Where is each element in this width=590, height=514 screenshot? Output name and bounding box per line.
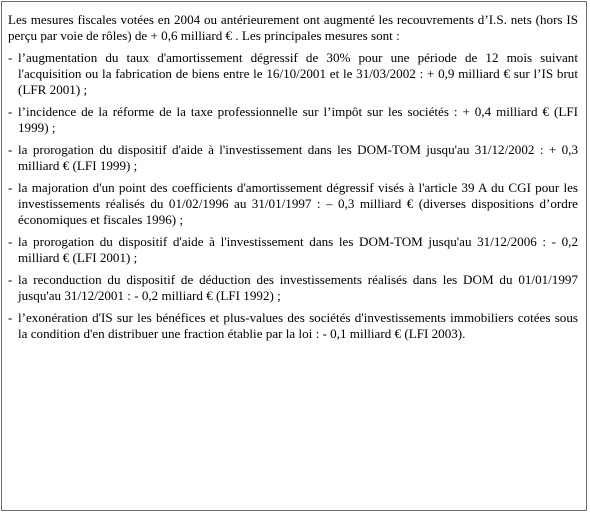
bullet-dash: - bbox=[8, 50, 13, 65]
list-item-text: l’incidence de la réforme de la taxe professionnelle sur l’impôt sur les sociétés : + 0,4 milliard € (LFI 1999) ; bbox=[18, 104, 578, 135]
list-item-text: la prorogation du dispositif d'aide à l'investissement dans les DOM-TOM jusqu'au 31/12/2006 : - 0,2 milliard € (LFI 2001) ; bbox=[18, 234, 578, 265]
text-frame bbox=[1, 1, 587, 511]
bullet-dash: - bbox=[8, 310, 13, 325]
list-item bbox=[8, 104, 578, 136]
document-body bbox=[8, 12, 578, 348]
list-item-text: l’exonération d'IS sur les bénéfices et plus-values des sociétés d'investissements immobiliers cotées sous la condition d'en distribuer une fraction établie par la loi : - 0,1 milliard € (LFI 2003). bbox=[18, 310, 578, 341]
bullet-dash: - bbox=[8, 272, 13, 287]
list-item-text: la reconduction du dispositif de déduction des investissements réalisés dans les DOM du 01/01/1997 jusqu'au 31/12/2001 : - 0,2 milliard € (LFI 1992) ; bbox=[18, 272, 578, 303]
list-item bbox=[8, 234, 578, 266]
bullet-dash: - bbox=[8, 180, 13, 195]
list-item bbox=[8, 310, 578, 342]
intro-paragraph: Les mesures fiscales votées en 2004 ou antérieurement ont augmenté les recouvrements d’I.S. nets (hors IS perçu par voie de rôles) de + 0,6 milliard € . Les principales mesures sont : bbox=[8, 12, 578, 43]
list-item-text: la majoration d'un point des coefficients d'amortissement dégressif visés à l'article 39 A du CGI pour les investissements réalisés du 01/02/1996 au 31/01/1997 : – 0,3 milliard € (diverses dispositions d’ordre économiques et fiscales 1996) ; bbox=[18, 180, 578, 227]
list-item bbox=[8, 272, 578, 304]
list-item-text: la prorogation du dispositif d'aide à l'investissement dans les DOM-TOM jusqu'au 31/12/2002 : + 0,3 milliard € (LFI 1999) ; bbox=[18, 142, 578, 173]
list-item bbox=[8, 50, 578, 98]
list-item bbox=[8, 142, 578, 174]
bullet-dash: - bbox=[8, 104, 13, 119]
list-item-text: l’augmentation du taux d'amortissement dégressif de 30% pour une période de 12 mois suivant l'acquisition ou la fabrication de biens entre le 16/10/2001 et le 31/03/2002 : + 0,9 milliard € sur l’IS brut (LFR 2001) ; bbox=[18, 50, 578, 97]
bullet-dash: - bbox=[8, 142, 13, 157]
bullet-dash: - bbox=[8, 234, 13, 249]
list-item bbox=[8, 180, 578, 228]
measures-list bbox=[8, 50, 578, 342]
